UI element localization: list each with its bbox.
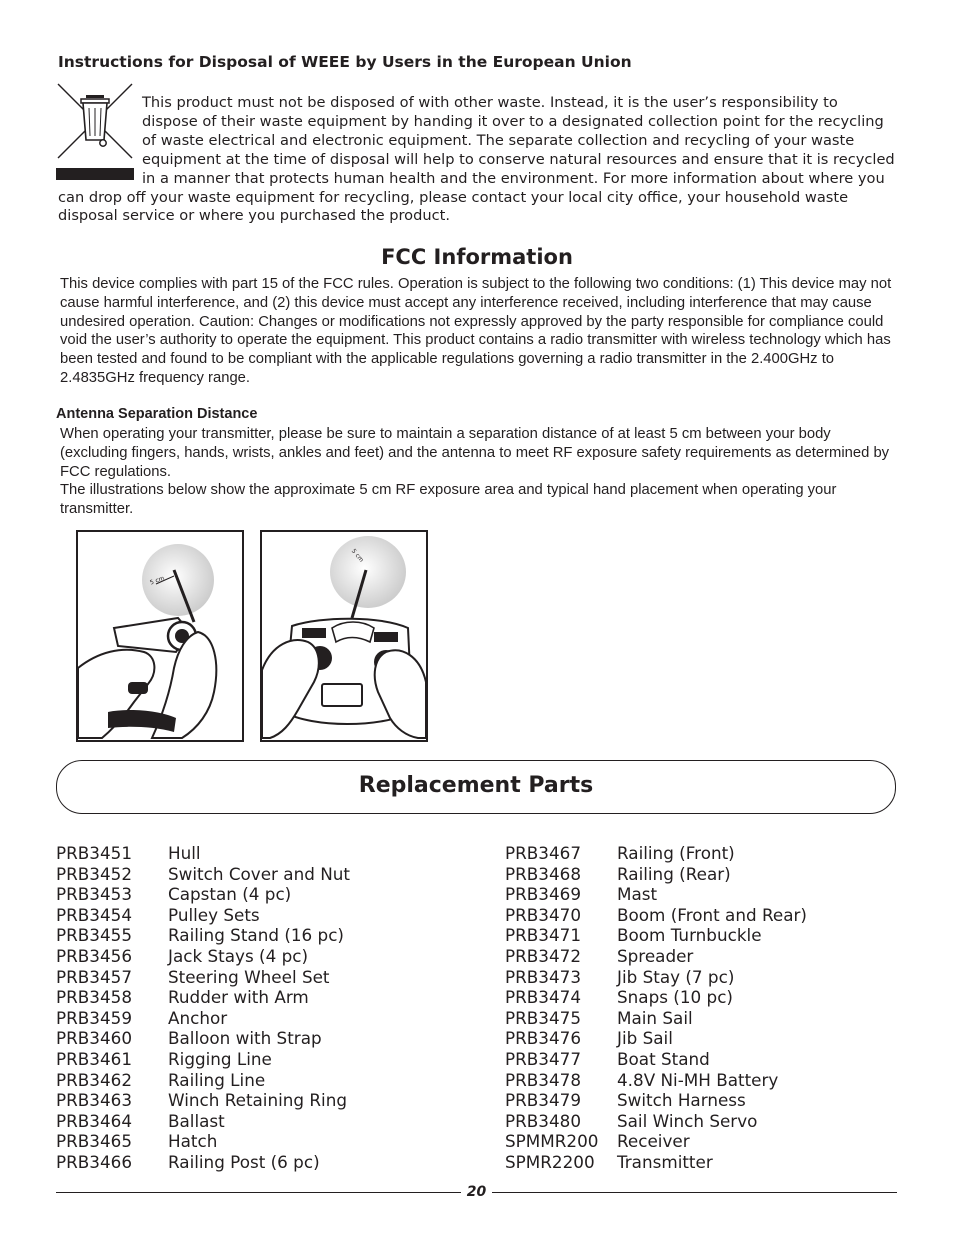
- part-name: Mast: [617, 884, 658, 905]
- right-hand: [375, 650, 426, 738]
- transmitter-illustration-front: [260, 530, 428, 742]
- part-name: Switch Harness: [617, 1090, 746, 1111]
- part-name: Switch Cover and Nut: [168, 863, 350, 884]
- part-row: [56, 905, 350, 926]
- part-number: PRB3468: [505, 863, 581, 884]
- part-name: Railing Post (6 pc): [168, 1151, 320, 1172]
- part-name: Receiver: [617, 1131, 690, 1152]
- part-row: [505, 946, 807, 967]
- part-number: PRB3457: [56, 966, 132, 987]
- hand-held-transmitter-side-drawing: [78, 532, 242, 740]
- part-name: Snaps (10 pc): [617, 987, 733, 1008]
- transmitter-illustration-side: [76, 530, 244, 742]
- part-name: Capstan (4 pc): [168, 884, 292, 905]
- weee-body-text: This product must not be disposed of with other waste. Instead, it is the user’s responsibility to dispose of their waste equipment by handing it over to a designated collection point for the recycling of waste electrical and electronic equipment. The separate collection and recycling of your waste equipment at the time of disposal will help to conserve natural resources and ensure that it is recycled in a manner that protects human health and the environment. For more information about where you can drop off your waste equipment for recycling, please contact your local city office, your household waste disposal service or where you purchased the product.: [58, 94, 895, 225]
- part-row: [56, 946, 350, 967]
- part-row: [505, 864, 807, 885]
- antenna-paragraph-1: When operating your transmitter, please be sure to maintain a separation distance of at least 5 cm between your body (excluding fingers, hands, wrists, ankles and feet) and the antenna to meet RF exposure safety requirements as determined by FCC regulations.: [60, 426, 890, 480]
- part-row: [56, 843, 350, 864]
- footer-rule-left: [56, 1192, 461, 1193]
- part-row: [56, 1090, 350, 1111]
- part-row: [505, 1028, 807, 1049]
- replacement-parts-title: Replacement Parts: [358, 773, 594, 798]
- part-name: Main Sail: [617, 1007, 693, 1028]
- part-name: Boom (Front and Rear): [617, 904, 807, 925]
- part-row: [56, 1028, 350, 1049]
- part-number: PRB3470: [505, 904, 581, 925]
- replacement-parts-banner: [56, 760, 896, 814]
- weee-title: Instructions for Disposal of WEEE by Users in the European Union: [58, 53, 632, 71]
- part-row: [505, 1008, 807, 1029]
- page-number: 20: [466, 1184, 487, 1200]
- part-name: Rudder with Arm: [168, 987, 309, 1008]
- part-name: Steering Wheel Set: [168, 966, 330, 987]
- distance-label-5cm: 5 cm: [349, 547, 365, 564]
- part-number: PRB3473: [505, 966, 581, 987]
- part-number: PRB3458: [56, 987, 132, 1008]
- part-row: [505, 1131, 807, 1152]
- part-name: Pulley Sets: [168, 904, 260, 925]
- weee-body: [58, 94, 896, 226]
- part-name: Transmitter: [617, 1151, 713, 1172]
- icon-spacer: [58, 94, 142, 188]
- part-row: [56, 987, 350, 1008]
- left-hand: [262, 640, 319, 738]
- part-name: Railing (Rear): [617, 863, 731, 884]
- distance-label-5cm: 5 cm: [149, 574, 166, 587]
- part-name: Jib Sail: [617, 1028, 673, 1049]
- part-name: Rigging Line: [168, 1048, 272, 1069]
- part-name: Jack Stays (4 pc): [168, 945, 309, 966]
- part-number: PRB3478: [505, 1069, 581, 1090]
- part-name: Railing Line: [168, 1069, 266, 1090]
- part-name: Jib Stay (7 pc): [617, 966, 735, 987]
- part-row: [505, 1070, 807, 1091]
- part-row: [56, 1070, 350, 1091]
- antenna-paragraph-2: The illustrations below show the approximate 5 cm RF exposure area and typical hand placement when operating your transmitter.: [60, 482, 837, 518]
- part-row: [56, 967, 350, 988]
- parts-list-left: [56, 843, 350, 1173]
- part-name: Hull: [168, 843, 201, 863]
- part-name: 4.8V Ni-MH Battery: [617, 1069, 779, 1090]
- part-row: [505, 1090, 807, 1111]
- part-number: PRB3480: [505, 1110, 581, 1131]
- part-name: Winch Retaining Ring: [168, 1090, 348, 1111]
- part-row: [505, 905, 807, 926]
- part-number: PRB3479: [505, 1090, 581, 1111]
- part-name: Boom Turnbuckle: [617, 925, 762, 946]
- part-name: Boat Stand: [617, 1048, 710, 1069]
- fcc-title-text: FCC Information: [381, 245, 573, 269]
- part-number: PRB3459: [56, 1007, 132, 1028]
- part-number: PRB3471: [505, 925, 581, 946]
- part-row: [56, 925, 350, 946]
- part-number: PRB3475: [505, 1007, 581, 1028]
- part-number: PRB3455: [56, 925, 132, 946]
- fcc-body: This device complies with part 15 of the FCC rules. Operation is subject to the following two conditions: (1) This device may not cause harmful interference, and (2) this device must accept any interference received, including interference that may cause undesired operation. Caution: Changes or modifications not expressly approved by the party responsible for compliance could void the user’s authority to operate the equipment. This product contains a radio transmitter with wireless technology which has been tested and found to be compliant with the applicable regulations governing a radio transmitter in the 2.400GHz to 2.4835GHz frequency range.: [60, 276, 892, 386]
- part-number: PRB3474: [505, 987, 581, 1008]
- part-name: Railing Stand (16 pc): [168, 925, 344, 946]
- part-number: PRB3466: [56, 1151, 132, 1172]
- part-row: [505, 1152, 807, 1173]
- part-name: Hatch: [168, 1131, 218, 1152]
- part-row: [56, 1008, 350, 1029]
- part-name: Balloon with Strap: [168, 1028, 322, 1049]
- part-name: Anchor: [168, 1007, 228, 1028]
- part-number: PRB3477: [505, 1048, 581, 1069]
- part-number: PRB3464: [56, 1110, 132, 1131]
- part-number: PRB3463: [56, 1090, 132, 1111]
- part-row: [505, 843, 807, 864]
- part-row: [56, 884, 350, 905]
- part-number: PRB3452: [56, 863, 132, 884]
- rf-exposure-area-sphere: [330, 536, 406, 608]
- antenna-title: Antenna Separation Distance: [56, 406, 258, 422]
- part-row: [505, 987, 807, 1008]
- part-number: PRB3467: [505, 843, 581, 863]
- fcc-title: [0, 245, 954, 269]
- part-row: [505, 925, 807, 946]
- part-row: [505, 1111, 807, 1132]
- part-row: [505, 1049, 807, 1070]
- footer-rule-right: [492, 1192, 897, 1193]
- part-name: Ballast: [168, 1110, 225, 1131]
- part-number: PRB3476: [505, 1028, 581, 1049]
- part-number: PRB3460: [56, 1028, 132, 1049]
- part-row: [56, 864, 350, 885]
- part-number: PRB3451: [56, 843, 132, 863]
- part-number: PRB3461: [56, 1048, 132, 1069]
- part-number: PRB3453: [56, 884, 132, 905]
- part-row: [56, 1152, 350, 1173]
- part-name: Sail Winch Servo: [617, 1110, 758, 1131]
- part-name: Railing (Front): [617, 843, 735, 863]
- part-row: [56, 1111, 350, 1132]
- part-row: [505, 884, 807, 905]
- part-number: PRB3456: [56, 945, 132, 966]
- part-row: [505, 967, 807, 988]
- part-number: PRB3454: [56, 904, 132, 925]
- hand-held-transmitter-front-drawing: [262, 532, 426, 740]
- part-number: PRB3462: [56, 1069, 132, 1090]
- part-number: SPMMR200: [505, 1131, 599, 1152]
- parts-list-right: [505, 843, 807, 1173]
- part-number: PRB3472: [505, 945, 581, 966]
- part-number: PRB3465: [56, 1131, 132, 1152]
- part-row: [56, 1131, 350, 1152]
- part-number: PRB3469: [505, 884, 581, 905]
- antenna-body: [60, 425, 896, 519]
- part-row: [56, 1049, 350, 1070]
- part-name: Spreader: [617, 945, 694, 966]
- part-number: SPMR2200: [505, 1151, 595, 1172]
